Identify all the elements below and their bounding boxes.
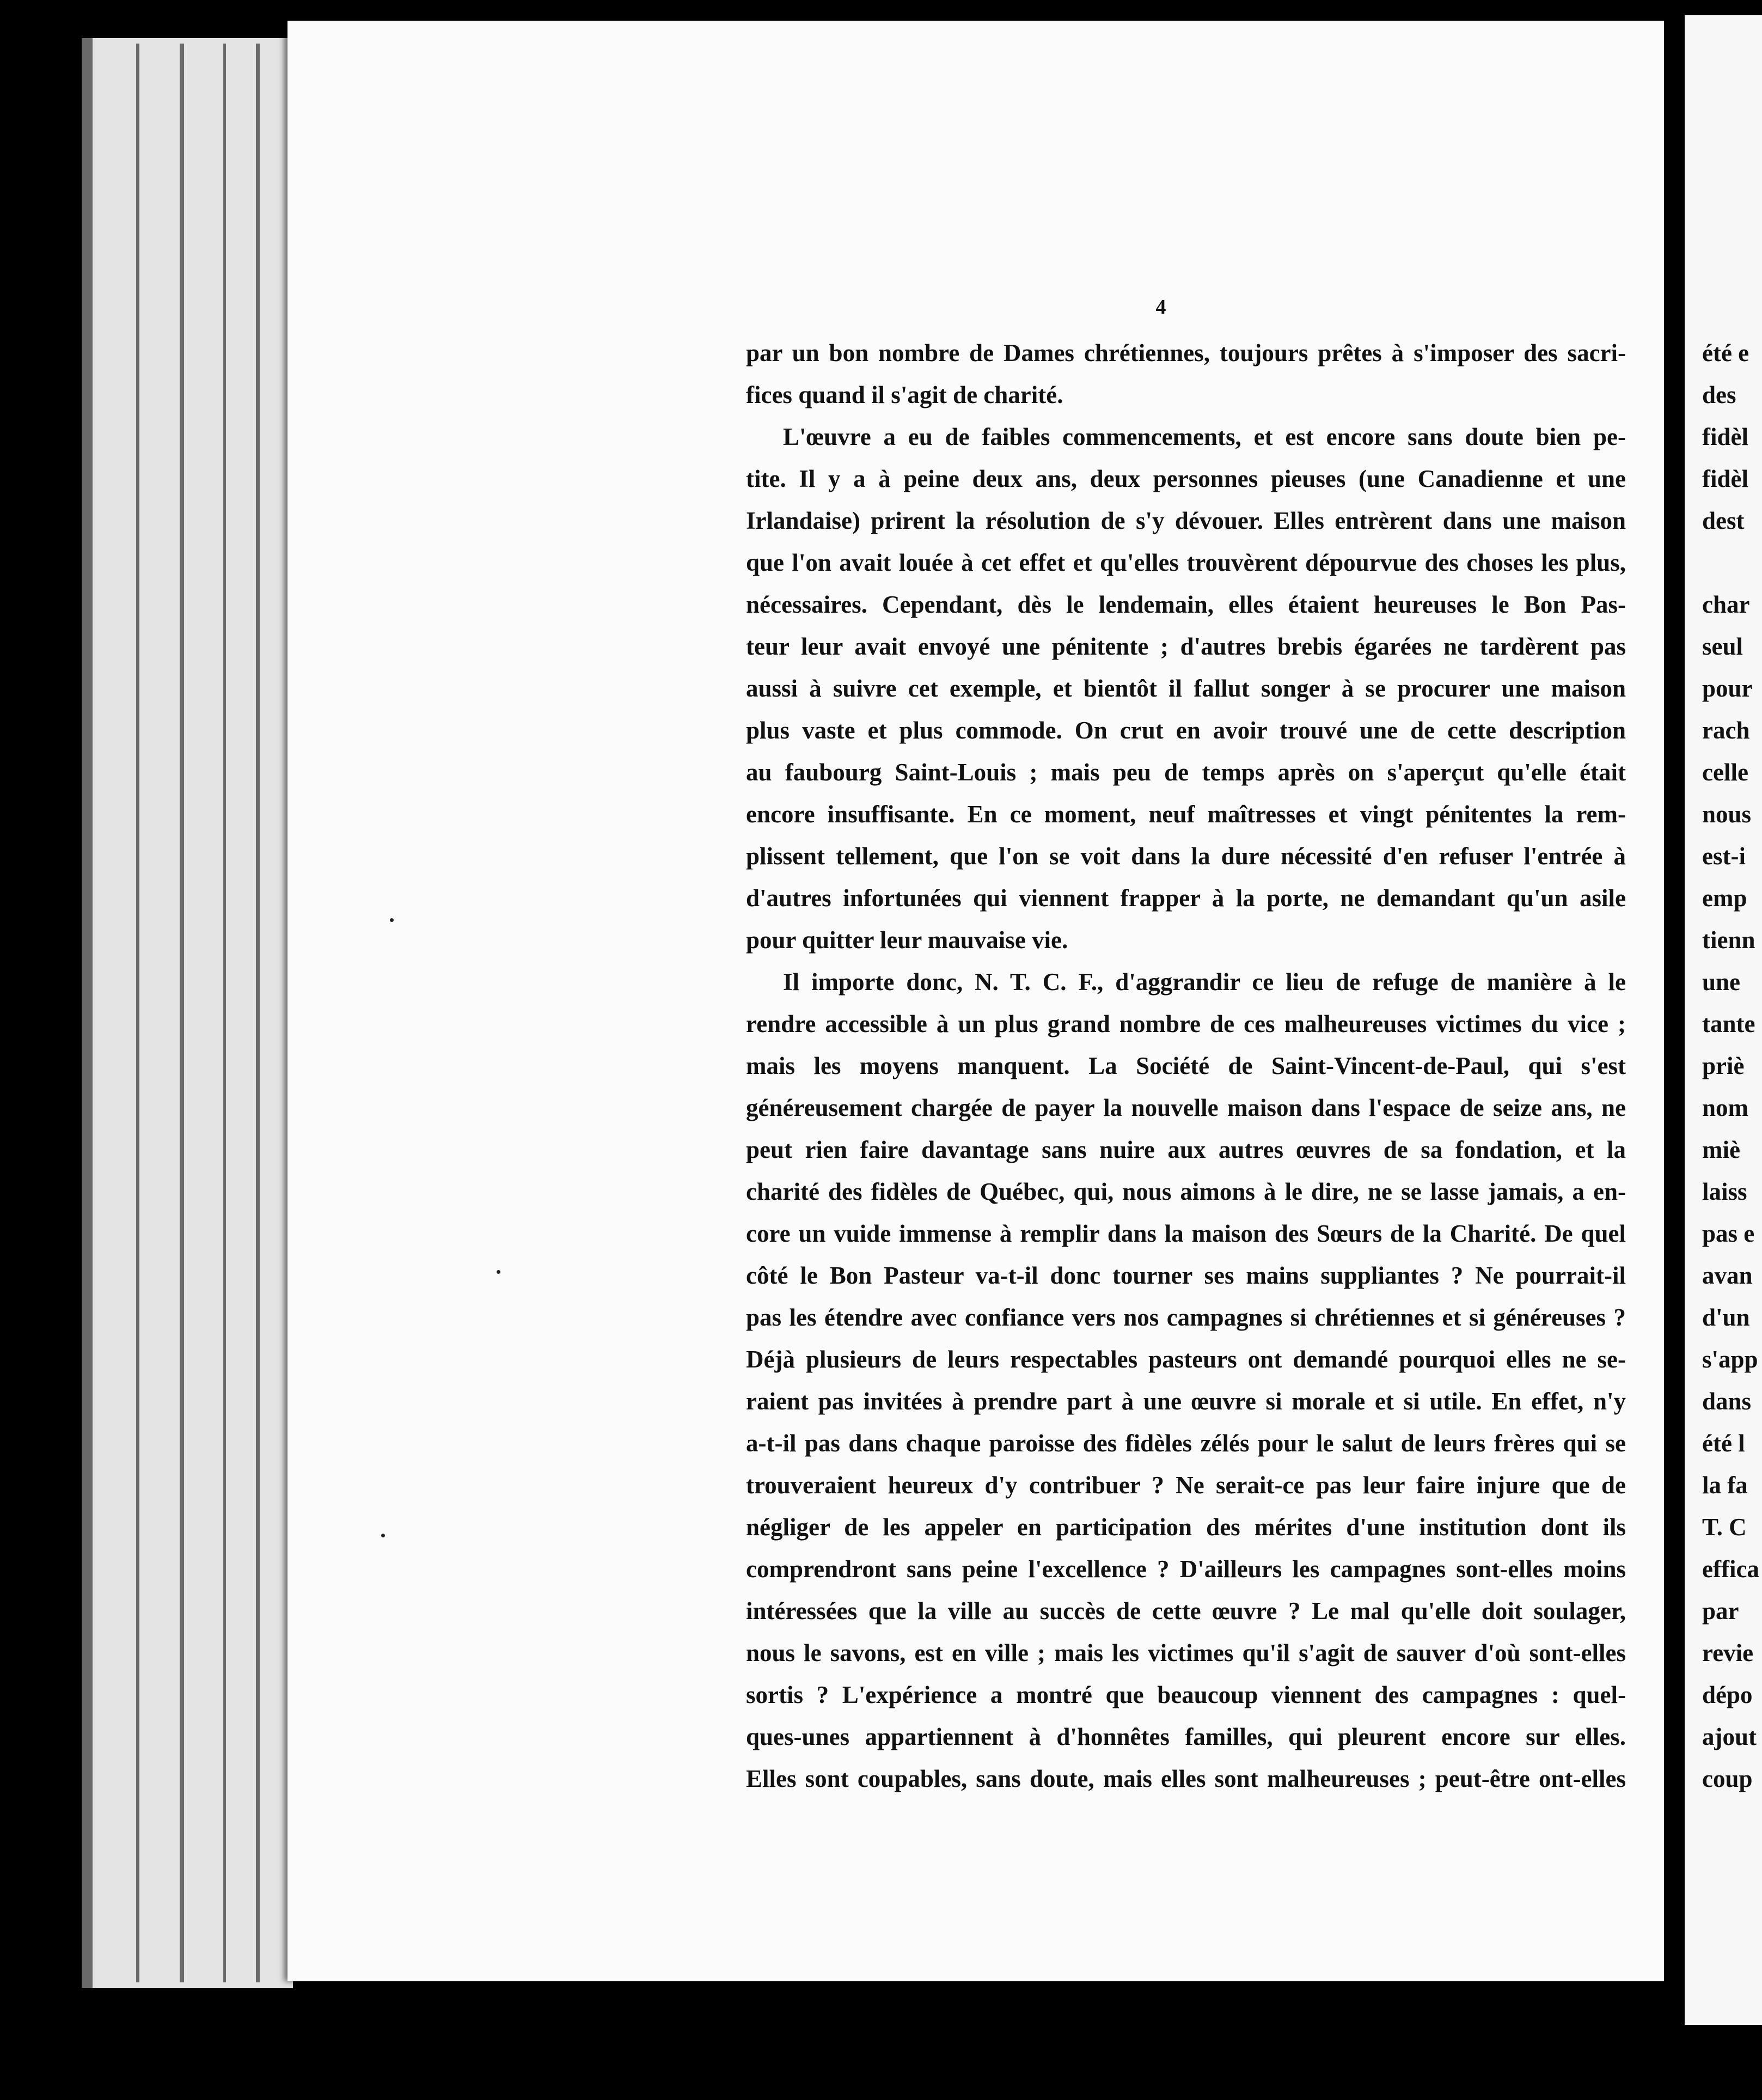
text-line: généreusement chargée de payer la nouvelle maison dans l'espace de seize ans, ne [746, 1094, 1626, 1121]
text-line: que l'on avait louée à cet effet et qu'elles trouvèrent dépourvue des choses les plus, [746, 549, 1626, 576]
fragment: ajout [1702, 1723, 1757, 1750]
fragment: pas e [1702, 1220, 1755, 1247]
text-line: L'œuvre a eu de faibles commencements, et est encore sans doute bien pe- [783, 423, 1626, 450]
fragment: avan [1702, 1262, 1753, 1289]
fragment: miè [1702, 1136, 1740, 1163]
fragment: T. C [1702, 1513, 1747, 1541]
text-line: sortis ? L'expérience a montré que beaucoup viennent des campagnes : quel- [746, 1681, 1626, 1708]
page-edge-shadow [82, 38, 93, 1988]
text-line: au faubourg Saint-Louis ; mais peu de temps après on s'aperçut qu'elle était [746, 759, 1626, 786]
text-line: charité des fidèles de Québec, qui, nous aimons à le dire, ne se lasse jamais, a en- [746, 1178, 1626, 1205]
text-line: nécessaires. Cependant, dès le lendemain, elles étaient heureuses le Bon Pas- [746, 591, 1626, 618]
fragment: fidèl [1702, 465, 1748, 492]
fragment: la fa [1702, 1472, 1748, 1499]
speck [381, 1534, 385, 1537]
text-line: Elles sont coupables, sans doute, mais elles sont malheureuses ; peut-être ont-elles [746, 1765, 1626, 1792]
text-line: intéressées que la ville au succès de cette œuvre ? Le mal qu'elle doit soulager, [746, 1597, 1626, 1625]
text-line: mais les moyens manquent. La Société de Saint-Vincent-de-Paul, qui s'est [746, 1052, 1626, 1079]
text-line: Il importe donc, N. T. C. F., d'aggrandir ce lieu de refuge de manière à le [783, 968, 1626, 996]
fragment: coup [1702, 1765, 1753, 1792]
fragment: revie [1702, 1639, 1754, 1666]
text-line: Déjà plusieurs de leurs respectables pasteurs ont demandé pourquoi elles ne se- [746, 1346, 1626, 1373]
text-line: teur leur avait envoyé une pénitente ; d'autres brebis égarées ne tardèrent pas [746, 633, 1626, 660]
text-line: pas les étendre avec confiance vers nos campagnes si chrétiennes et si généreuses ? [746, 1304, 1626, 1331]
page-edge-line [136, 44, 139, 1982]
fragment: été l [1702, 1430, 1745, 1457]
fragment: été e [1702, 339, 1749, 367]
fragment: dans [1702, 1388, 1752, 1415]
text-line: peut rien faire davantage sans nuire aux autres œuvres de sa fondation, et la [746, 1136, 1626, 1163]
text-line: trouveraient heureux d'y contribuer ? Ne serait-ce pas leur faire injure que de [746, 1472, 1626, 1499]
fragment: s'app [1702, 1346, 1758, 1373]
fragment: tante [1702, 1010, 1755, 1037]
fragment: char [1702, 591, 1750, 618]
text-line: core un vuide immense à remplir dans la maison des Sœurs de la Charité. De quel [746, 1220, 1626, 1247]
fragment: rach [1702, 717, 1750, 744]
body-text [746, 332, 1626, 1800]
fragment: celle [1702, 759, 1748, 786]
text-line: rendre accessible à un plus grand nombre de ces malheureuses victimes du vice ; [746, 1010, 1626, 1037]
text-line: négliger de les appeler en participation des mérites d'une institution dont ils [746, 1513, 1626, 1541]
text-line: fices quand il s'agit de charité. [746, 381, 1063, 408]
page-edge-line [180, 44, 184, 1982]
fragment: une [1702, 968, 1741, 996]
fragment: emp [1702, 884, 1747, 912]
fragment: des [1702, 381, 1736, 408]
text-line: comprendront sans peine l'excellence ? D'ailleurs les campagnes sont-elles moins [746, 1555, 1626, 1583]
fragment: dest [1702, 507, 1745, 534]
fragment: d'un [1702, 1304, 1750, 1331]
page-edge-stack [91, 38, 293, 1988]
speck [390, 918, 394, 922]
text-line: tite. Il y a à peine deux ans, deux personnes pieuses (une Canadienne et une [746, 465, 1626, 492]
text-line: plissent tellement, que l'on se voit dans la dure nécessité d'en refuser l'entrée à [746, 843, 1626, 870]
text-line: Irlandaise) prirent la résolution de s'y dévouer. Elles entrèrent dans une maison [746, 507, 1626, 534]
fragment: est-i [1702, 843, 1746, 870]
fragment: priè [1702, 1052, 1745, 1079]
fragment: par [1702, 1597, 1739, 1625]
fragment: dépo [1702, 1681, 1753, 1708]
fragment [1702, 542, 1762, 584]
fragment: tienn [1702, 926, 1755, 954]
page-edge-line [256, 44, 260, 1982]
text-line: nous le savons, est en ville ; mais les victimes qu'il s'agit de sauver d'où sont-elles [746, 1639, 1626, 1666]
fragment: nom [1702, 1094, 1749, 1121]
text-line: côté le Bon Pasteur va-t-il donc tourner ses mains suppliantes ? Ne pourrait-il [746, 1262, 1626, 1289]
facing-page-text [1702, 332, 1762, 1800]
fragment: seul [1702, 633, 1743, 660]
text-line: par un bon nombre de Dames chrétiennes, toujours prêtes à s'imposer des sacri- [746, 339, 1626, 367]
text-line: raient pas invitées à prendre part à une œuvre si morale et si utile. En effet, n'y [746, 1388, 1626, 1415]
fragment: fidèl [1702, 423, 1748, 450]
text-line: a-t-il pas dans chaque paroisse des fidèles zélés pour le salut de leurs frères qui se [746, 1430, 1626, 1457]
fragment: pour [1702, 675, 1753, 702]
text-line: pour quitter leur mauvaise vie. [746, 926, 1068, 954]
text-line: aussi à suivre cet exemple, et bientôt il fallut songer à se procurer une maison [746, 675, 1626, 702]
speck [497, 1270, 500, 1274]
text-line: encore insuffisante. En ce moment, neuf maîtresses et vingt pénitentes la rem- [746, 801, 1626, 828]
fragment: laiss [1702, 1178, 1747, 1205]
text-line: plus vaste et plus commode. On crut en avoir trouvé une de cette description [746, 717, 1626, 744]
page-edge-line [223, 44, 226, 1982]
page-number: 4 [1155, 296, 1166, 319]
text-line: d'autres infortunées qui viennent frapper à la porte, ne demandant qu'un asile [746, 884, 1626, 912]
text-line: ques-unes appartiennent à d'honnêtes familles, qui pleurent encore sur elles. [746, 1723, 1626, 1750]
fragment: effica [1702, 1555, 1759, 1583]
fragment: nous [1702, 801, 1752, 828]
